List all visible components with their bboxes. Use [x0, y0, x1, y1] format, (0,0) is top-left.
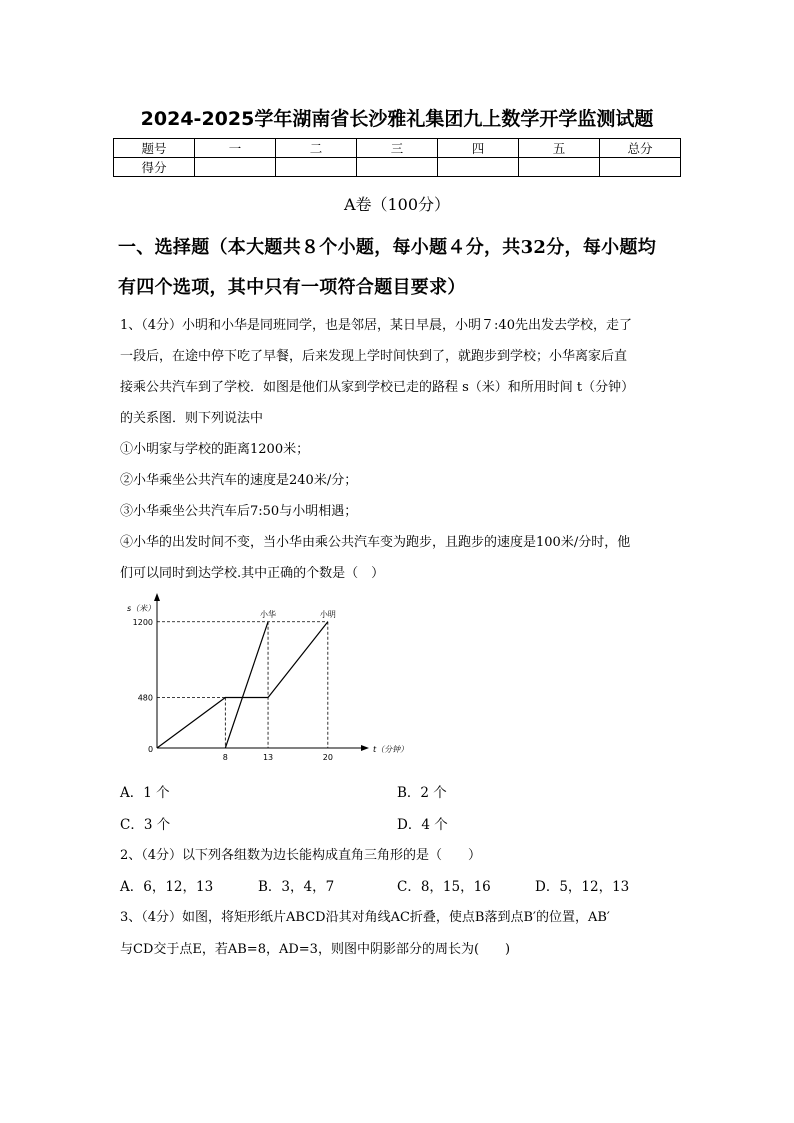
q2-option-b: B．3，4，7: [258, 879, 335, 895]
q1-stem-line2: 一段后，在途中停下吃了早餐，后来发现上学时间快到了，就跑步到学校；小华离家后直: [120, 349, 628, 364]
score-cell-4: 四: [438, 139, 519, 158]
q1-statement-1: ①小明家与学校的距离1200米；: [120, 442, 310, 457]
score-blank: [276, 158, 357, 177]
score-cell-3: 三: [357, 139, 438, 158]
distance-time-chart: [120, 598, 409, 768]
y-tick-label: 480: [137, 693, 153, 703]
score-cell-1: 一: [195, 139, 276, 158]
q1-statement-4-cont: 们可以同时到达学校.其中正确的个数是（ ）: [120, 566, 385, 581]
q1-statement-4: ④小华的出发时间不变，当小华由乘公共汽车变为跑步，且跑步的速度是100米/分时，他: [120, 535, 631, 550]
series-label: 小华: [260, 609, 277, 619]
series-line-xiaohua: [225, 622, 268, 748]
score-cell-total: 总分: [600, 139, 681, 158]
q2-option-d: D．5，12，13: [535, 879, 630, 895]
q1-stem-line1: 1、（4分）小明和小华是同班同学，也是邻居，某日早晨，小明７:40先出发去学校，走了: [120, 318, 632, 333]
q1-option-c: C．3 个: [120, 817, 171, 833]
q2-option-c: C．8，15，16: [397, 879, 491, 895]
q3-stem-line2: 与CD交于点E，若AB=8，AD=3，则图中阴影部分的周长为( ): [120, 942, 511, 957]
score-blank: [195, 158, 276, 177]
score-cell-label: 题号: [114, 139, 195, 158]
score-blank: [438, 158, 519, 177]
part-a-heading: A卷（100分）: [343, 195, 451, 214]
q1-statement-2: ②小华乘坐公共汽车的速度是240米/分；: [120, 473, 358, 488]
page-title: 2024-2025学年湖南省长沙雅礼集团九上数学开学监测试题: [140, 108, 654, 130]
score-table-header-row: [114, 139, 681, 158]
x-axis-arrow-icon: [361, 745, 369, 751]
score-table-score-row: [114, 158, 681, 177]
origin-label: 0: [148, 745, 154, 754]
x-axis-label: t（分钟）: [373, 745, 409, 754]
score-cell-5: 五: [519, 139, 600, 158]
score-blank: [357, 158, 438, 177]
x-tick-label: 20: [322, 753, 333, 762]
y-tick-label: 1200: [132, 617, 153, 627]
score-blank: [600, 158, 681, 177]
x-tick-label: 8: [222, 753, 228, 762]
q2-option-a: A．6，12，13: [120, 879, 214, 895]
q1-option-d: D．4 个: [397, 817, 448, 833]
score-row-label: 得分: [114, 158, 195, 177]
score-blank: [519, 158, 600, 177]
score-cell-2: 二: [276, 139, 357, 158]
q1-option-b: B．2 个: [397, 785, 447, 801]
section1-heading-line2: 有四个选项，其中只有一项符合题目要求）: [118, 277, 466, 298]
series-line-xiaoming: [157, 622, 328, 748]
score-table: [113, 138, 681, 177]
y-axis-arrow-icon: [154, 593, 160, 601]
q1-option-a: A．1 个: [120, 785, 170, 801]
q2-stem: 2、（4分）以下列各组数为边长能构成直角三角形的是（ ）: [120, 848, 482, 863]
section1-heading-line1: 一、选择题（本大题共８个小题，每小题４分，共32分，每小题均: [118, 237, 657, 258]
series-label: 小明: [319, 609, 336, 619]
q1-stem-line3: 接乘公共汽车到了学校．如图是他们从家到学校已走的路程 s（米）和所用时间 t（分钟）: [120, 380, 635, 395]
q1-statement-3: ③小华乘坐公共汽车后7:50与小明相遇；: [120, 504, 358, 519]
x-tick-label: 13: [262, 753, 274, 762]
q1-stem-line4: 的关系图．则下列说法中: [120, 411, 264, 426]
y-axis-label: s（米）: [127, 604, 156, 613]
q3-stem-line1: 3、（4分）如图，将矩形纸片ABCD沿其对角线AC折叠，使点B落到点B′的位置，AB′: [120, 910, 610, 925]
